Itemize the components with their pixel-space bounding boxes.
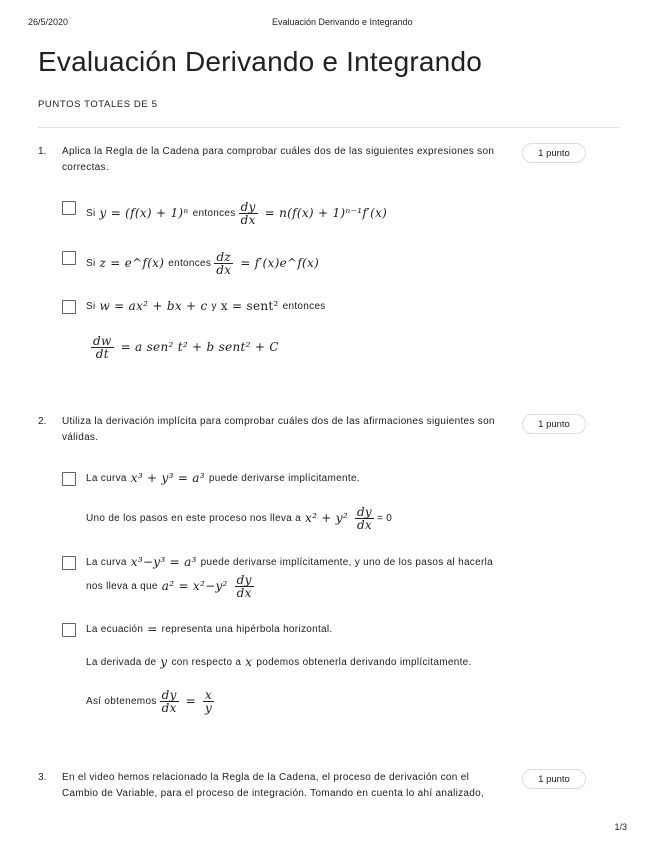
points-badge: 1 punto xyxy=(522,769,586,789)
question-number: 2. xyxy=(38,416,47,427)
option-detail: Uno de los pasos en este proceso nos lleva a x² + y² $\frac{dy}{dx}$ = 0 xyxy=(86,504,393,532)
option-checkbox[interactable] xyxy=(62,251,76,265)
option-checkbox[interactable] xyxy=(62,300,76,314)
option-label: Si w = ax² + bx + c y x = sent² entonces xyxy=(86,299,326,313)
option-checkbox[interactable] xyxy=(62,623,76,637)
page-number: 1/3 xyxy=(614,822,627,832)
option-label: Si z = e^f(x) entonces $\frac{dz}{dx}$ = f′(x)e^f(x) xyxy=(86,249,320,277)
question-text: Aplica la Regla de la Cadena para comprobar cuáles dos de las siguientes expresiones son correctas. xyxy=(62,146,495,173)
question-number: 1. xyxy=(38,146,47,157)
option-detail: nos lleva a que a² = x²−y² $\frac{dy}{dx}$ xyxy=(86,572,252,600)
question-text-line: Cambio de Variable, para el proceso de integración. Tomando en cuenta lo ahí analizado, xyxy=(62,788,485,799)
print-date: 26/5/2020 xyxy=(28,17,69,27)
question-text: Utiliza la derivación implícita para comprobar cuáles dos de las afirmaciones siguientes son válidas. xyxy=(62,416,495,443)
option-label: La ecuación = representa una hipérbola horizontal. xyxy=(86,622,333,636)
option-label: La curva x³ + y³ = a³ puede derivarse implícitamente. xyxy=(86,471,360,485)
question-number: 3. xyxy=(38,772,47,783)
option-formula: $\frac{dw}{dt}$ = a sen² t² + b sent² + C xyxy=(93,333,279,361)
question-text-line: En el video hemos relacionado la Regla de la Cadena, el proceso de derivación con el xyxy=(62,772,470,783)
option-checkbox[interactable] xyxy=(62,472,76,486)
option-checkbox[interactable] xyxy=(62,556,76,570)
option-detail: Así obtenemos $\frac{dy}{dx}$ = $\frac{x}{y}$ xyxy=(86,687,213,715)
points-badge: 1 punto xyxy=(522,414,586,434)
points-total: PUNTOS TOTALES DE 5 xyxy=(38,99,158,110)
option-label: Si y = (f(x) + 1)ⁿ entonces $\frac{dy}{dx}$ = n(f(x) + 1)ⁿ⁻¹f′(x) xyxy=(86,199,388,227)
option-label: La curva x³−y³ = a³ puede derivarse implícitamente, y uno de los pasos al hacerla xyxy=(86,555,493,569)
option-checkbox[interactable] xyxy=(62,201,76,215)
points-badge: 1 punto xyxy=(522,143,586,163)
divider xyxy=(38,127,619,128)
option-detail: La derivada de y con respecto a x podemos obtenerla derivando implícitamente. xyxy=(86,655,472,669)
print-title: Evaluación Derivando e Integrando xyxy=(272,17,413,27)
page-title: Evaluación Derivando e Integrando xyxy=(38,46,483,77)
